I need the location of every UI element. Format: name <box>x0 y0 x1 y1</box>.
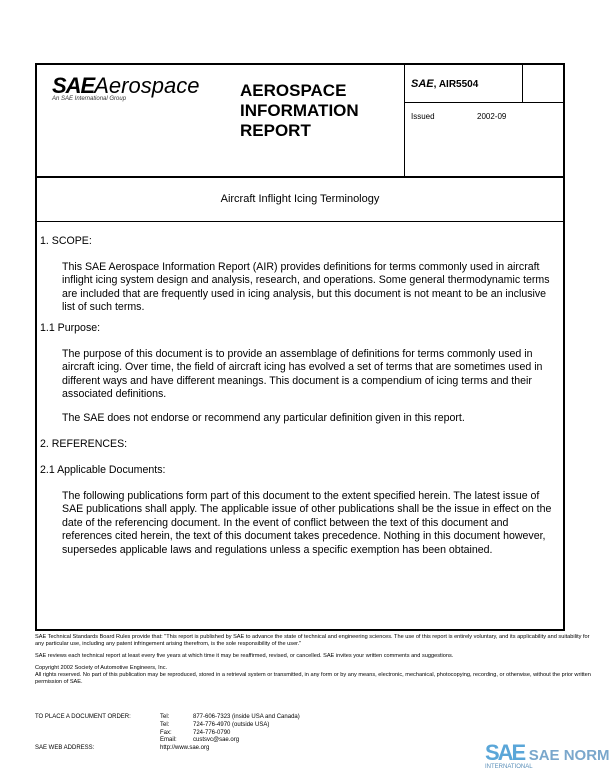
report-type-line: INFORMATION <box>240 101 359 120</box>
contact-label: Tel: <box>160 714 170 720</box>
doc-number-cell: SAE, AIR5504 <box>411 78 479 90</box>
report-type <box>240 81 359 141</box>
report-type-line: AEROSPACE <box>240 81 347 100</box>
purpose-heading: 1.1 Purpose: <box>40 322 101 334</box>
contact-value: 877-606-7323 (inside USA and Canada) <box>193 714 300 720</box>
scope-heading: 1. SCOPE: <box>40 235 92 247</box>
logo-tagline: An SAE International Group <box>52 96 127 102</box>
header-divider <box>35 176 565 178</box>
applicable-text: The following publications form part of this document to the extent specified herein. The latest issue of SAE publications shall apply. The applicable issue of other publications shall be the issue in effect on the date of the referencing document. In the event of conflict between the text of this document and references cited herein, the text of this document takes precedence. Nothing in this document however, supersedes applicable laws and regulations unless a specific exemption has been obtained. <box>62 490 552 556</box>
endorse-text: The SAE does not endorse or recommend any particular definition given in this report. <box>62 412 465 424</box>
contact-value: 724-776-4970 (outside USA) <box>193 721 270 728</box>
watermark-mark: SAE <box>485 740 525 765</box>
watermark-sub: INTERNATIONAL <box>485 764 533 770</box>
contact-row <box>160 714 300 722</box>
watermark-text: SAE NORM <box>528 747 610 764</box>
footer-rights: All rights reserved. No part of this publication may be reproduced, stored in a retrieval system or transmitted, in any form or by any means, electronic, mechanical, photocopying, recording, or otherwise, without the prior written permission of SAE. <box>35 672 591 686</box>
contact-value: custsvc@sae.org <box>193 737 240 744</box>
issued-date: 2002-09 <box>477 112 507 121</box>
web-label: SAE WEB ADDRESS: <box>35 745 95 751</box>
contact-label: Email: <box>160 737 177 744</box>
contact-label: Fax: <box>160 729 172 736</box>
sae-norm-watermark <box>485 740 610 766</box>
web-address[interactable]: http://www.sae.org <box>160 745 210 752</box>
footer-copyright: Copyright 2002 Society of Automotive Engineers, Inc. <box>35 665 168 671</box>
document-title: Aircraft Inflight Icing Terminology <box>220 193 380 205</box>
contact-value: 724-776-0790 <box>193 729 231 736</box>
purpose-text: The purpose of this document is to provide an assemblage of definitions for terms commonly used in aircraft icing. Over time, the field of aircraft icing has evolved a set of terms that are sometimes used in different ways and have different meanings. This document is a compendium of icing terms and their associated definitions. <box>62 348 543 401</box>
title-divider <box>35 221 565 222</box>
contact-row <box>160 737 300 745</box>
logo-sae: SAE <box>52 73 95 98</box>
doc-number-divider <box>404 102 565 103</box>
logo-aerospace: Aerospace <box>94 73 200 98</box>
order-label: TO PLACE A DOCUMENT ORDER: <box>35 714 131 720</box>
contact-label: Tel: <box>160 721 170 728</box>
footer-rules: SAE Technical Standards Board Rules provide that: "This report is published by SAE to advance the state of technical and engineering sciences. The use of this report is entirely voluntary, and its applicability and suitability for any particular use, including any patent infringement arising therefrom, is the sole responsibility of the user." <box>35 634 590 648</box>
header-column-divider <box>404 63 405 177</box>
contact-list <box>160 714 300 753</box>
revision-cell-divider <box>522 63 523 103</box>
footer-review: SAE reviews each technical report at least every five years at which time it may be reaffirmed, revised, or cancelled. SAE invites your written comments and suggestions. <box>35 653 454 659</box>
contact-row <box>160 722 300 730</box>
doc-number: AIR5504 <box>438 79 479 90</box>
issued-label: Issued <box>411 112 435 121</box>
report-type-line: REPORT <box>240 121 311 140</box>
scope-text: This SAE Aerospace Information Report (AIR) provides definitions for terms commonly used in aircraft inflight icing system design and analysis, research, and operations. Some general thermodynamic terms are included that are frequently used in icing analysis, but this document is not meant to be an inclusive list of such terms. <box>62 261 550 314</box>
applicable-heading: 2.1 Applicable Documents: <box>40 464 166 476</box>
sae-mark: SAE <box>411 78 434 90</box>
references-heading: 2. REFERENCES: <box>40 438 128 450</box>
contact-row <box>160 745 300 753</box>
contact-row <box>160 730 300 738</box>
